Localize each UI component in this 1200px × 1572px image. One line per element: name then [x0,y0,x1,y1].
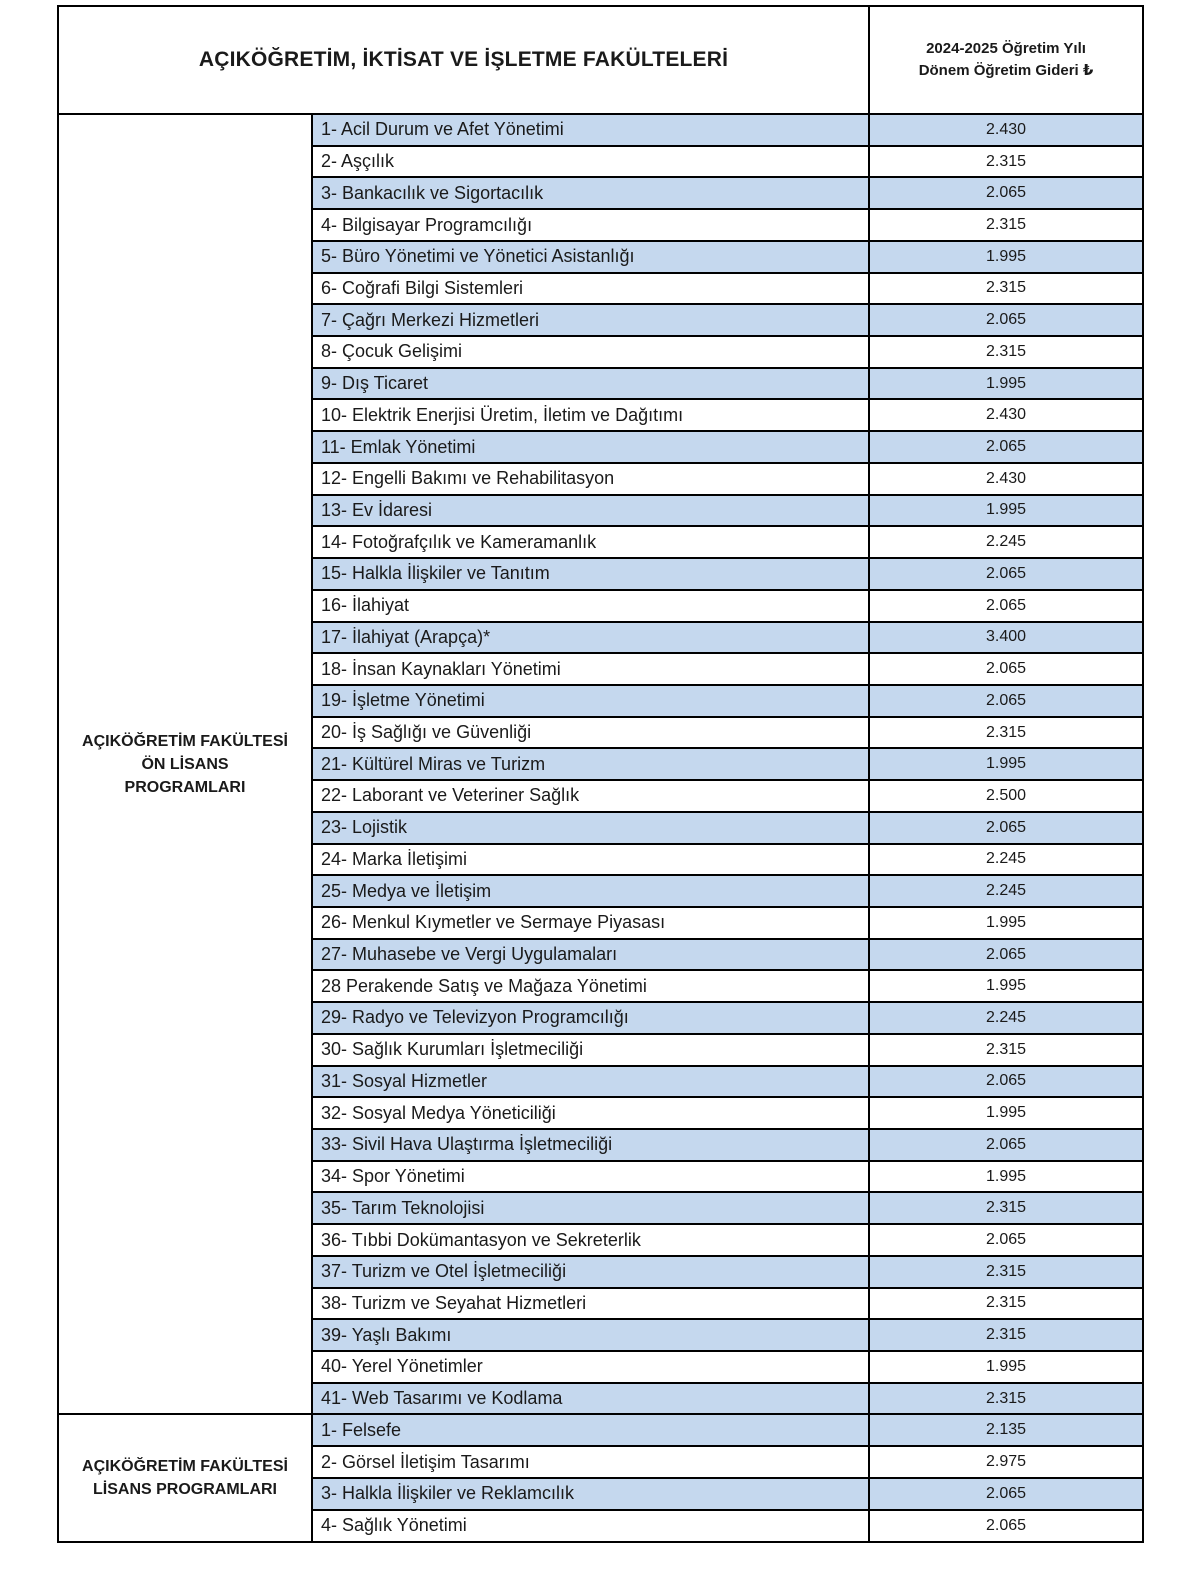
program-fee: 2.315 [869,1319,1143,1351]
program-fee: 1.995 [869,748,1143,780]
group-label-line: ÖN LİSANS [141,755,229,773]
program-fee: 2.065 [869,1478,1143,1510]
program-name: 10- Elektrik Enerjisi Üretim, İletim ve Dağıtımı [312,399,869,431]
program-name: 13- Ev İdaresi [312,495,869,527]
program-fee: 2.430 [869,463,1143,495]
program-name: 2- Aşçılık [312,146,869,178]
program-fee: 2.315 [869,1383,1143,1415]
program-fee: 2.315 [869,209,1143,241]
program-name: 41- Web Tasarımı ve Kodlama [312,1383,869,1415]
program-name: 3- Halkla İlişkiler ve Reklamcılık [312,1478,869,1510]
program-name: 12- Engelli Bakımı ve Rehabilitasyon [312,463,869,495]
program-fee: 2.065 [869,812,1143,844]
group-label-line: AÇIKÖĞRETİM FAKÜLTESİ [82,1458,288,1476]
program-name: 8- Çocuk Gelişimi [312,336,869,368]
program-name: 18- İnsan Kaynakları Yönetimi [312,653,869,685]
program-fee: 2.065 [869,590,1143,622]
program-name: 27- Muhasebe ve Vergi Uygulamaları [312,939,869,971]
program-name: 31- Sosyal Hizmetler [312,1066,869,1098]
program-name: 36- Tıbbi Dokümantasyon ve Sekreterlik [312,1224,869,1256]
program-fee: 2.975 [869,1446,1143,1478]
program-fee: 2.245 [869,844,1143,876]
program-fee: 2.245 [869,1002,1143,1034]
program-fee: 1.995 [869,1097,1143,1129]
program-name: 11- Emlak Yönetimi [312,431,869,463]
program-name: 1- Acil Durum ve Afet Yönetimi [312,114,869,146]
fee-header-line1: 2024-2025 Öğretim Yılı [926,40,1086,57]
program-name: 25- Medya ve İletişim [312,875,869,907]
table-title: AÇIKÖĞRETİM, İKTİSAT VE İŞLETME FAKÜLTELERİ [58,6,869,114]
fee-column-header [869,6,1143,114]
program-fee: 2.245 [869,875,1143,907]
program-name: 21- Kültürel Miras ve Turizm [312,748,869,780]
program-fee: 2.065 [869,653,1143,685]
program-fee: 2.065 [869,1066,1143,1098]
program-fee: 3.400 [869,622,1143,654]
program-name: 28 Perakende Satış ve Mağaza Yönetimi [312,970,869,1002]
program-fee: 2.500 [869,780,1143,812]
group-label-line: AÇIKÖĞRETİM FAKÜLTESİ [82,732,288,750]
program-name: 17- İlahiyat (Arapça)* [312,622,869,654]
program-fee: 2.315 [869,1034,1143,1066]
program-name: 19- İşletme Yönetimi [312,685,869,717]
program-name: 1- Felsefe [312,1414,869,1446]
program-name: 24- Marka İletişimi [312,844,869,876]
program-fee: 2.065 [869,1129,1143,1161]
table-body [58,114,1143,1542]
program-fee: 1.995 [869,241,1143,273]
program-fee: 2.065 [869,1224,1143,1256]
program-name: 34- Spor Yönetimi [312,1161,869,1193]
program-fee: 2.065 [869,431,1143,463]
program-name: 16- İlahiyat [312,590,869,622]
program-fee: 2.430 [869,114,1143,146]
program-fee: 2.315 [869,1192,1143,1224]
program-fee: 2.065 [869,939,1143,971]
program-name: 9- Dış Ticaret [312,368,869,400]
program-name: 30- Sağlık Kurumları İşletmeciliği [312,1034,869,1066]
program-name: 5- Büro Yönetimi ve Yönetici Asistanlığı [312,241,869,273]
group-label-line: LİSANS PROGRAMLARI [93,1481,277,1499]
program-fee: 2.315 [869,1256,1143,1288]
table-row [58,114,1143,146]
program-fee: 2.315 [869,146,1143,178]
program-name: 4- Bilgisayar Programcılığı [312,209,869,241]
program-fee: 2.065 [869,177,1143,209]
program-fee: 2.315 [869,336,1143,368]
program-fee: 2.135 [869,1414,1143,1446]
program-fee: 1.995 [869,495,1143,527]
program-fee: 1.995 [869,907,1143,939]
program-name: 6- Coğrafi Bilgi Sistemleri [312,273,869,305]
program-name: 33- Sivil Hava Ulaştırma İşletmeciliği [312,1129,869,1161]
program-name: 4- Sağlık Yönetimi [312,1510,869,1542]
program-name: 23- Lojistik [312,812,869,844]
program-name: 40- Yerel Yönetimler [312,1351,869,1383]
program-fee: 2.315 [869,717,1143,749]
program-group-label [58,1414,312,1542]
program-fee: 1.995 [869,1351,1143,1383]
program-fee: 2.315 [869,1288,1143,1320]
program-name: 7- Çağrı Merkezi Hizmetleri [312,304,869,336]
table-row [58,1414,1143,1446]
program-name: 2- Görsel İletişim Tasarımı [312,1446,869,1478]
program-name: 38- Turizm ve Seyahat Hizmetleri [312,1288,869,1320]
program-name: 35- Tarım Teknolojisi [312,1192,869,1224]
program-fee: 2.065 [869,558,1143,590]
program-fee: 2.315 [869,273,1143,305]
program-name: 20- İş Sağlığı ve Güvenliği [312,717,869,749]
program-fee: 2.065 [869,685,1143,717]
program-fee: 1.995 [869,368,1143,400]
program-name: 3- Bankacılık ve Sigortacılık [312,177,869,209]
program-fee: 2.245 [869,526,1143,558]
fee-header-line2: Dönem Öğretim Gideri ₺ [918,62,1094,79]
program-fee: 2.065 [869,304,1143,336]
group-label-line: PROGRAMLARI [124,778,246,796]
table-header-row [58,6,1143,114]
program-name: 22- Laborant ve Veteriner Sağlık [312,780,869,812]
program-group-label [58,114,312,1414]
program-name: 14- Fotoğrafçılık ve Kameramanlık [312,526,869,558]
fee-table [57,5,1144,1543]
program-fee: 2.065 [869,1510,1143,1542]
program-name: 39- Yaşlı Bakımı [312,1319,869,1351]
program-name: 15- Halkla İlişkiler ve Tanıtım [312,558,869,590]
program-fee: 1.995 [869,1161,1143,1193]
program-fee: 1.995 [869,970,1143,1002]
program-name: 29- Radyo ve Televizyon Programcılığı [312,1002,869,1034]
program-name: 32- Sosyal Medya Yöneticiliği [312,1097,869,1129]
program-name: 37- Turizm ve Otel İşletmeciliği [312,1256,869,1288]
program-fee: 2.430 [869,399,1143,431]
program-name: 26- Menkul Kıymetler ve Sermaye Piyasası [312,907,869,939]
